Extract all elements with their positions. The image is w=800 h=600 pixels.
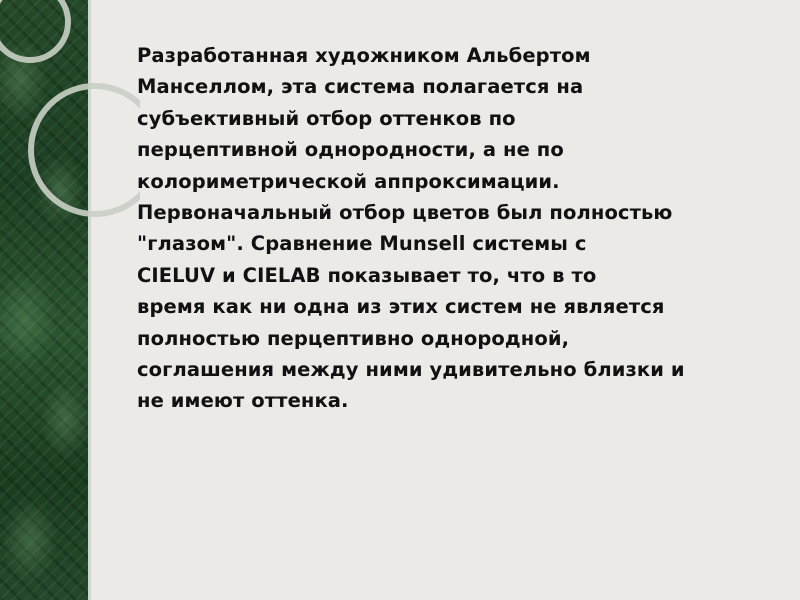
text-line-2: Манселлом, эта система полагается на	[137, 75, 584, 99]
text-line-10: полностью перцептивно однородной,	[137, 326, 570, 350]
text-line-11: соглашения между ними удивительно близки и	[137, 358, 685, 382]
slide-body-text	[137, 40, 762, 417]
text-line-12: не имеют оттенка.	[137, 389, 349, 413]
text-line-3: субъективный отбор оттенков по	[137, 106, 516, 130]
text-line-5: колориметрической аппроксимации.	[137, 169, 560, 193]
text-line-8: CIELUV и CIELAB показывает то, что в то	[137, 263, 597, 287]
text-line-4: перцептивной однородности, а не по	[137, 138, 564, 162]
text-line-9: время как ни одна из этих систем не является	[137, 295, 665, 319]
decorative-rings-icon	[0, 0, 140, 240]
top-ring	[0, 0, 68, 60]
text-line-6: Первоначальный отбор цветов был полностью	[137, 201, 673, 225]
text-line-1: Разработанная художником Альбертом	[137, 44, 591, 67]
text-line-7: "глазом". Сравнение Munsell системы с	[137, 232, 587, 256]
middle-ring	[31, 86, 140, 214]
